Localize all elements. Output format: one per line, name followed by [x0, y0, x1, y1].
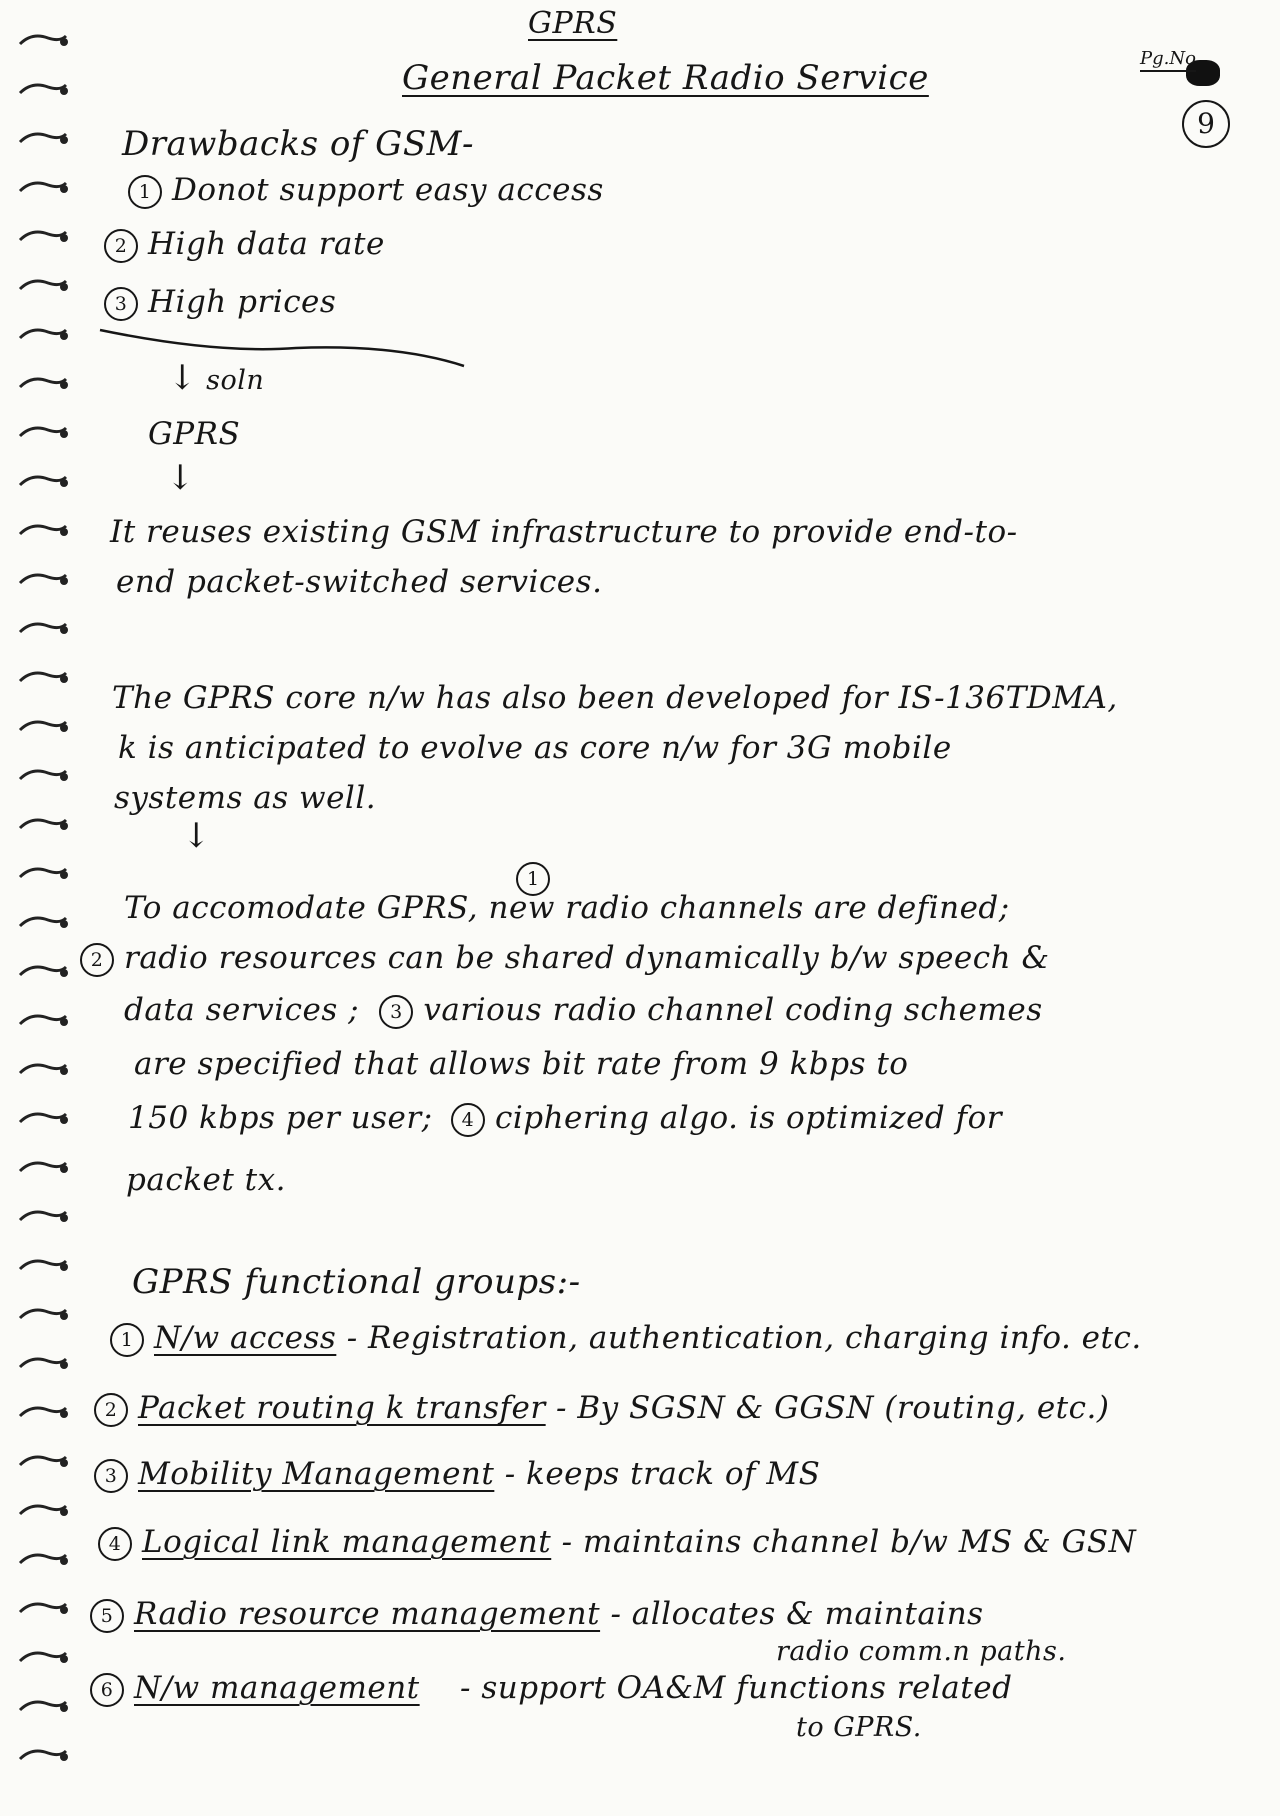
group-name: Packet routing k transfer	[138, 1390, 546, 1426]
point-number: 4	[451, 1103, 485, 1137]
down-arrow-icon: ↓	[182, 816, 211, 856]
spiral-ring	[14, 1598, 72, 1622]
spiral-ring	[14, 814, 72, 838]
para3-line5	[128, 1100, 1002, 1137]
group-desc: - maintains channel b/w MS & GSN	[561, 1524, 1137, 1560]
group-item	[110, 1320, 1142, 1357]
spiral-ring	[14, 1549, 72, 1573]
soln-text: soln	[206, 365, 265, 396]
page-number: 9	[1182, 100, 1230, 148]
group-item	[90, 1596, 984, 1633]
para3-line3	[124, 992, 1043, 1029]
group-desc: - Registration, authentication, charging info. etc.	[346, 1320, 1142, 1356]
grouping-brace	[96, 320, 476, 380]
spiral-ring	[14, 618, 72, 642]
para1-line1: It reuses existing GSM infrastructure to provide end-to-	[110, 514, 1018, 550]
item-number: 1	[128, 175, 162, 209]
spiral-ring	[14, 1353, 72, 1377]
spiral-ring	[14, 1304, 72, 1328]
item-number: 1	[110, 1323, 144, 1357]
item-number: 4	[98, 1527, 132, 1561]
item-number: 3	[104, 287, 138, 321]
drawback-text: High data rate	[148, 226, 385, 262]
point-number: 1	[516, 862, 550, 896]
drawback-text: High prices	[148, 284, 337, 320]
para2-line1: The GPRS core n/w has also been developed for IS-136TDMA,	[112, 680, 1118, 716]
para3-line6: packet tx.	[126, 1162, 286, 1198]
para3-line1: To accomodate GPRS, new radio channels are defined;	[124, 890, 1010, 926]
para3-line2-text: radio resources can be shared dynamically b/w speech &	[124, 940, 1050, 976]
group-item	[94, 1390, 1109, 1427]
spiral-ring	[14, 520, 72, 544]
solution-label	[168, 358, 264, 398]
group-name: N/w management	[134, 1670, 420, 1706]
spiral-ring	[14, 30, 72, 54]
para3-line5b-text: ciphering algo. is optimized for	[494, 1100, 1003, 1136]
drawback-item	[104, 284, 336, 321]
point-number: 3	[379, 995, 413, 1029]
item-number: 2	[94, 1393, 128, 1427]
spiral-ring	[14, 912, 72, 936]
spiral-ring	[14, 1010, 72, 1034]
spiral-ring	[14, 471, 72, 495]
down-arrow-icon: ↓	[168, 358, 197, 398]
spiral-ring	[14, 177, 72, 201]
group-desc: - support OA&M functions related	[460, 1670, 1013, 1706]
group-item	[90, 1670, 1012, 1707]
spiral-ring	[14, 1206, 72, 1230]
page-number-label: Pg.No	[1140, 48, 1196, 69]
spiral-ring	[14, 226, 72, 250]
group-name: N/w access	[154, 1320, 337, 1356]
item-number: 5	[90, 1599, 124, 1633]
group-desc-cont: radio comm.n paths.	[776, 1636, 1067, 1667]
drawback-item	[104, 226, 385, 263]
spiral-ring	[14, 1696, 72, 1720]
spiral-ring	[14, 324, 72, 348]
spiral-binding	[14, 30, 76, 1800]
spiral-ring	[14, 863, 72, 887]
spiral-ring	[14, 1157, 72, 1181]
group-desc: - allocates & maintains	[610, 1596, 984, 1632]
spiral-ring	[14, 373, 72, 397]
item-number: 3	[94, 1459, 128, 1493]
para1-line2: end packet-switched services.	[116, 564, 603, 600]
spiral-ring	[14, 1647, 72, 1671]
para3-line3-text: data services ;	[124, 992, 360, 1028]
spiral-ring	[14, 79, 72, 103]
spiral-ring	[14, 961, 72, 985]
para3-line2	[80, 940, 1050, 977]
spiral-ring	[14, 128, 72, 152]
spiral-ring	[14, 1059, 72, 1083]
spiral-ring	[14, 1255, 72, 1279]
group-item	[98, 1524, 1136, 1561]
drawback-item	[128, 172, 604, 209]
para3-line5-text: 150 kbps per user;	[128, 1100, 433, 1136]
group-desc: - keeps track of MS	[504, 1456, 821, 1492]
spiral-ring	[14, 569, 72, 593]
solution-gprs: GPRS	[148, 416, 241, 452]
group-name: Logical link management	[142, 1524, 552, 1560]
group-desc-cont: to GPRS.	[796, 1712, 922, 1743]
point-number: 2	[80, 943, 114, 977]
groups-heading: GPRS functional groups:-	[132, 1262, 581, 1302]
spiral-ring	[14, 1108, 72, 1132]
spiral-ring	[14, 1451, 72, 1475]
drawback-text: Donot support easy access	[172, 172, 604, 208]
spiral-ring	[14, 1402, 72, 1426]
title-full: General Packet Radio Service	[402, 58, 929, 98]
spiral-ring	[14, 422, 72, 446]
para2-line3: systems as well.	[114, 780, 377, 816]
down-arrow-icon: ↓	[166, 458, 195, 498]
item-number: 2	[104, 229, 138, 263]
group-name: Radio resource management	[134, 1596, 601, 1632]
item-number: 6	[90, 1673, 124, 1707]
para3-line3b-text: various radio channel coding schemes	[423, 992, 1043, 1028]
spiral-ring	[14, 667, 72, 691]
spiral-ring	[14, 1500, 72, 1524]
spiral-ring	[14, 1745, 72, 1769]
spiral-ring	[14, 716, 72, 740]
para2-line2: k is anticipated to evolve as core n/w for 3G mobile	[118, 730, 952, 766]
title-abbr: GPRS	[528, 6, 618, 41]
para3-line4: are specified that allows bit rate from 9 kbps to	[134, 1046, 909, 1082]
spiral-ring	[14, 765, 72, 789]
group-item	[94, 1456, 820, 1493]
drawbacks-heading: Drawbacks of GSM-	[122, 124, 474, 164]
spiral-ring	[14, 275, 72, 299]
group-name: Mobility Management	[138, 1456, 495, 1492]
group-desc: - By SGSN & GGSN (routing, etc.)	[556, 1390, 1110, 1426]
